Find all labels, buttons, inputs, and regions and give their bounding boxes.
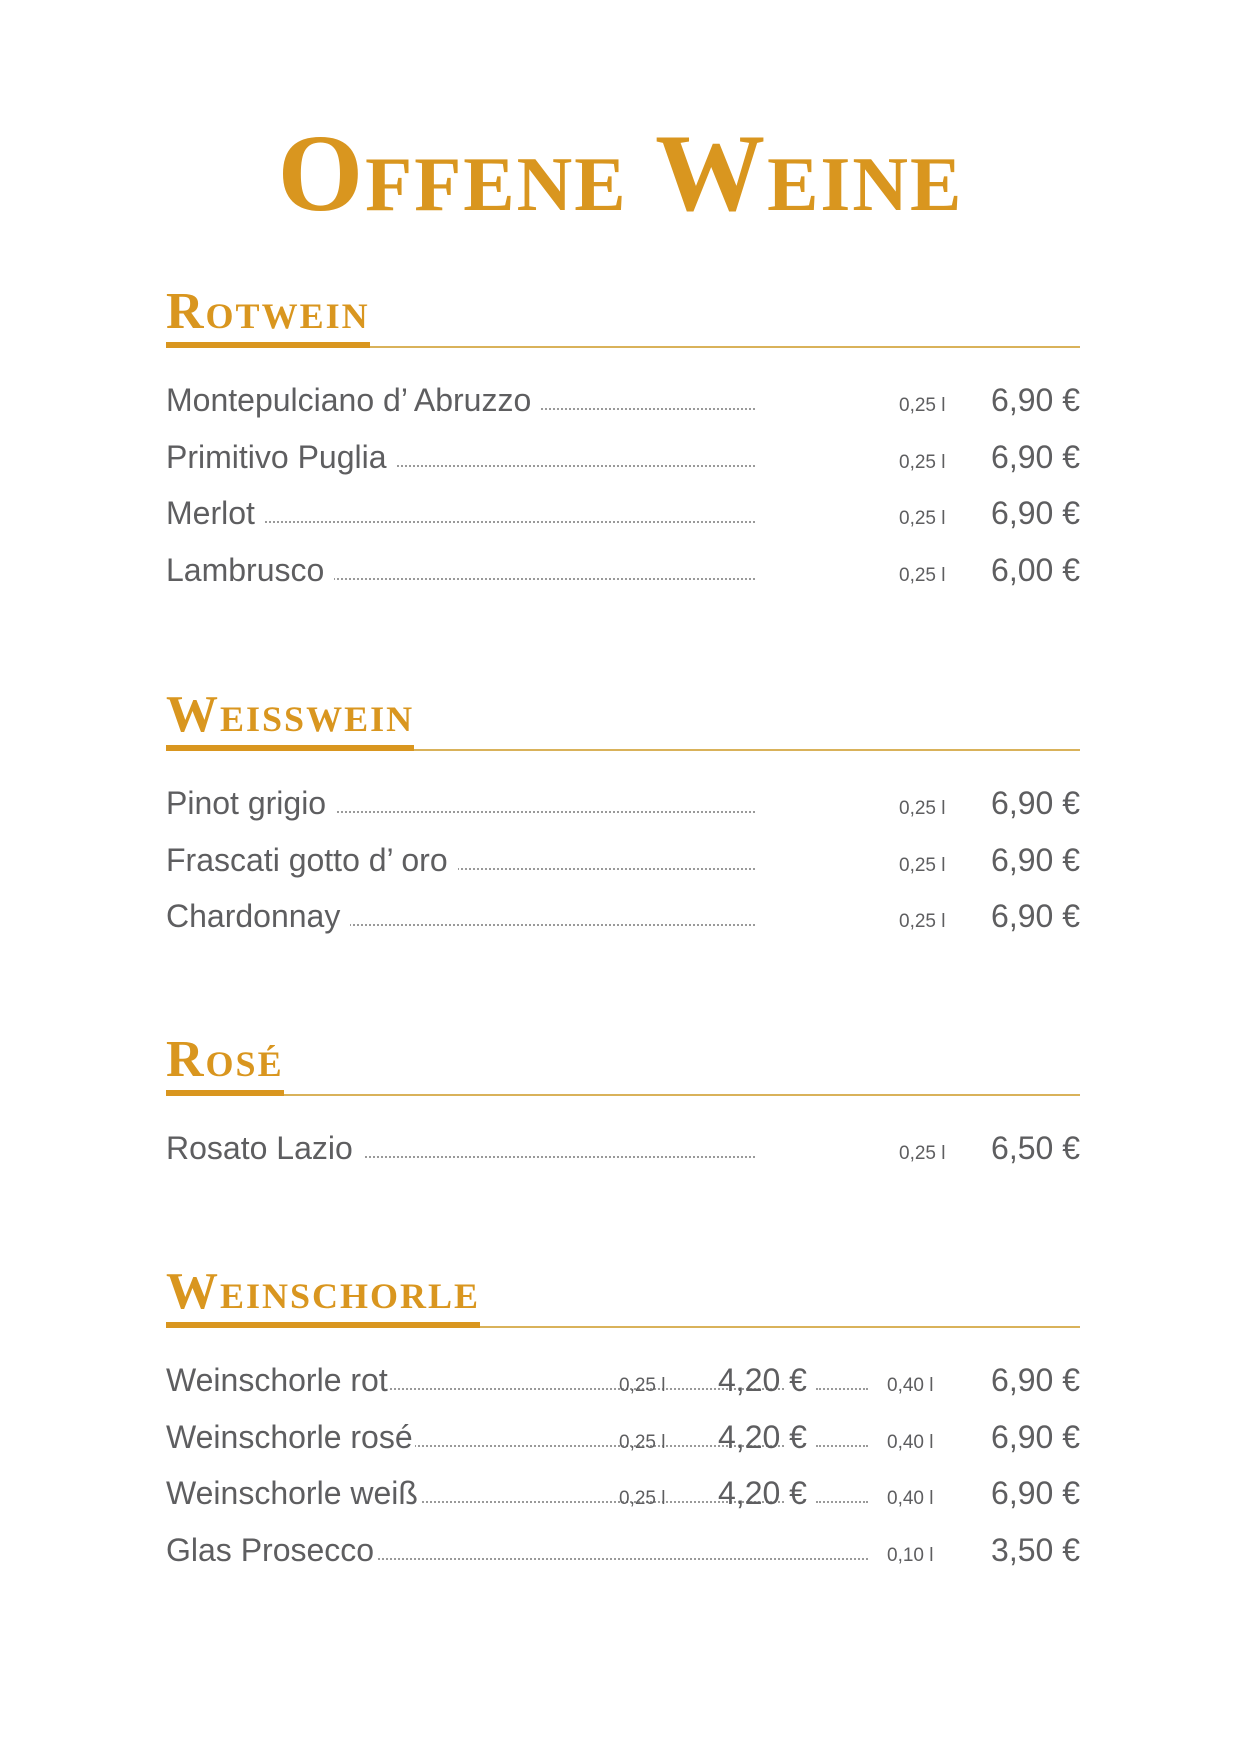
item-name: Merlot: [166, 493, 265, 533]
section-header: [166, 1263, 1080, 1330]
menu-item: [166, 1352, 1080, 1409]
item-name: Weinschorle rot: [166, 1362, 388, 1398]
item-price: 6,90 €: [991, 382, 1080, 418]
menu-item: [166, 1409, 1080, 1466]
section-rose: [166, 1031, 1080, 1177]
item-price: 6,90 €: [991, 841, 1080, 878]
item-price-small: 4,20 €: [718, 1362, 807, 1398]
item-price-small: 4,20 €: [718, 1475, 807, 1511]
item-name: Frascati gotto d’ oro: [166, 840, 458, 880]
item-volume: 0,25 l: [899, 798, 946, 819]
item-volume: 0,25 l: [899, 508, 946, 529]
item-volume: 0,25 l: [899, 564, 946, 586]
item-price: 6,90 €: [991, 495, 1080, 531]
item-volume-large: 0,40 l: [887, 1488, 934, 1509]
section-divider: [166, 1094, 1080, 1096]
item-price-small: 4,20 €: [718, 1418, 807, 1455]
item-volume-small: 0,25 l: [619, 1431, 666, 1453]
dot-leader: [816, 1388, 868, 1390]
menu-item: [166, 485, 1080, 542]
item-volume: 0,25 l: [899, 451, 946, 473]
item-price: 6,00 €: [991, 551, 1080, 588]
menu-item: [166, 888, 1080, 945]
section-title: Rosé: [166, 1034, 284, 1096]
item-price: 3,50 €: [991, 1531, 1080, 1568]
item-name: Weinschorle weiß: [166, 1475, 418, 1511]
item-name: Glas Prosecco: [166, 1531, 375, 1568]
item-volume: 0,10 l: [887, 1544, 934, 1566]
page-title: Offene Weine: [277, 112, 964, 234]
item-price: 6,90 €: [991, 438, 1080, 475]
section-header: [166, 1031, 1080, 1098]
section-title: Weisswein: [166, 689, 414, 751]
menu-item: [166, 429, 1080, 486]
menu-item: [166, 542, 1080, 599]
menu-item: [166, 1522, 1080, 1579]
section-header: [166, 686, 1080, 753]
section-weinschorle: [166, 1263, 1080, 1578]
item-volume: 0,25 l: [899, 395, 946, 416]
item-volume: 0,25 l: [899, 911, 946, 932]
item-price-large: 6,90 €: [991, 1418, 1080, 1455]
menu-item: [166, 775, 1080, 832]
item-volume: 0,25 l: [899, 854, 946, 876]
section-weisswein: [166, 686, 1080, 945]
item-name: Primitivo Puglia: [166, 437, 397, 477]
menu-item: [166, 372, 1080, 429]
item-price: 6,90 €: [991, 785, 1080, 821]
item-price: 6,50 €: [991, 1130, 1080, 1166]
item-volume-small: 0,25 l: [619, 1375, 666, 1396]
item-name: Chardonnay: [166, 896, 350, 936]
item-name: Rosato Lazio: [166, 1128, 363, 1168]
section-title: Weinschorle: [166, 1266, 480, 1328]
item-name: Lambrusco: [166, 550, 334, 590]
section-title: Rotwein: [166, 286, 370, 348]
item-volume: 0,25 l: [899, 1143, 946, 1164]
dot-leader: [816, 1445, 868, 1447]
item-price-large: 6,90 €: [991, 1475, 1080, 1511]
menu-item: [166, 1465, 1080, 1522]
menu-item: [166, 832, 1080, 889]
item-volume-large: 0,40 l: [887, 1375, 934, 1396]
item-name: Montepulciano d’ Abruzzo: [166, 380, 541, 420]
section-rotwein: [166, 283, 1080, 598]
item-price-large: 6,90 €: [991, 1362, 1080, 1398]
item-volume-small: 0,25 l: [619, 1488, 666, 1509]
menu-item: [166, 1120, 1080, 1177]
item-name: Weinschorle rosé: [166, 1418, 413, 1455]
item-volume-large: 0,40 l: [887, 1431, 934, 1453]
dot-leader: [816, 1501, 868, 1503]
item-price: 6,90 €: [991, 898, 1080, 934]
section-header: [166, 283, 1080, 350]
item-name: Pinot grigio: [166, 783, 336, 823]
